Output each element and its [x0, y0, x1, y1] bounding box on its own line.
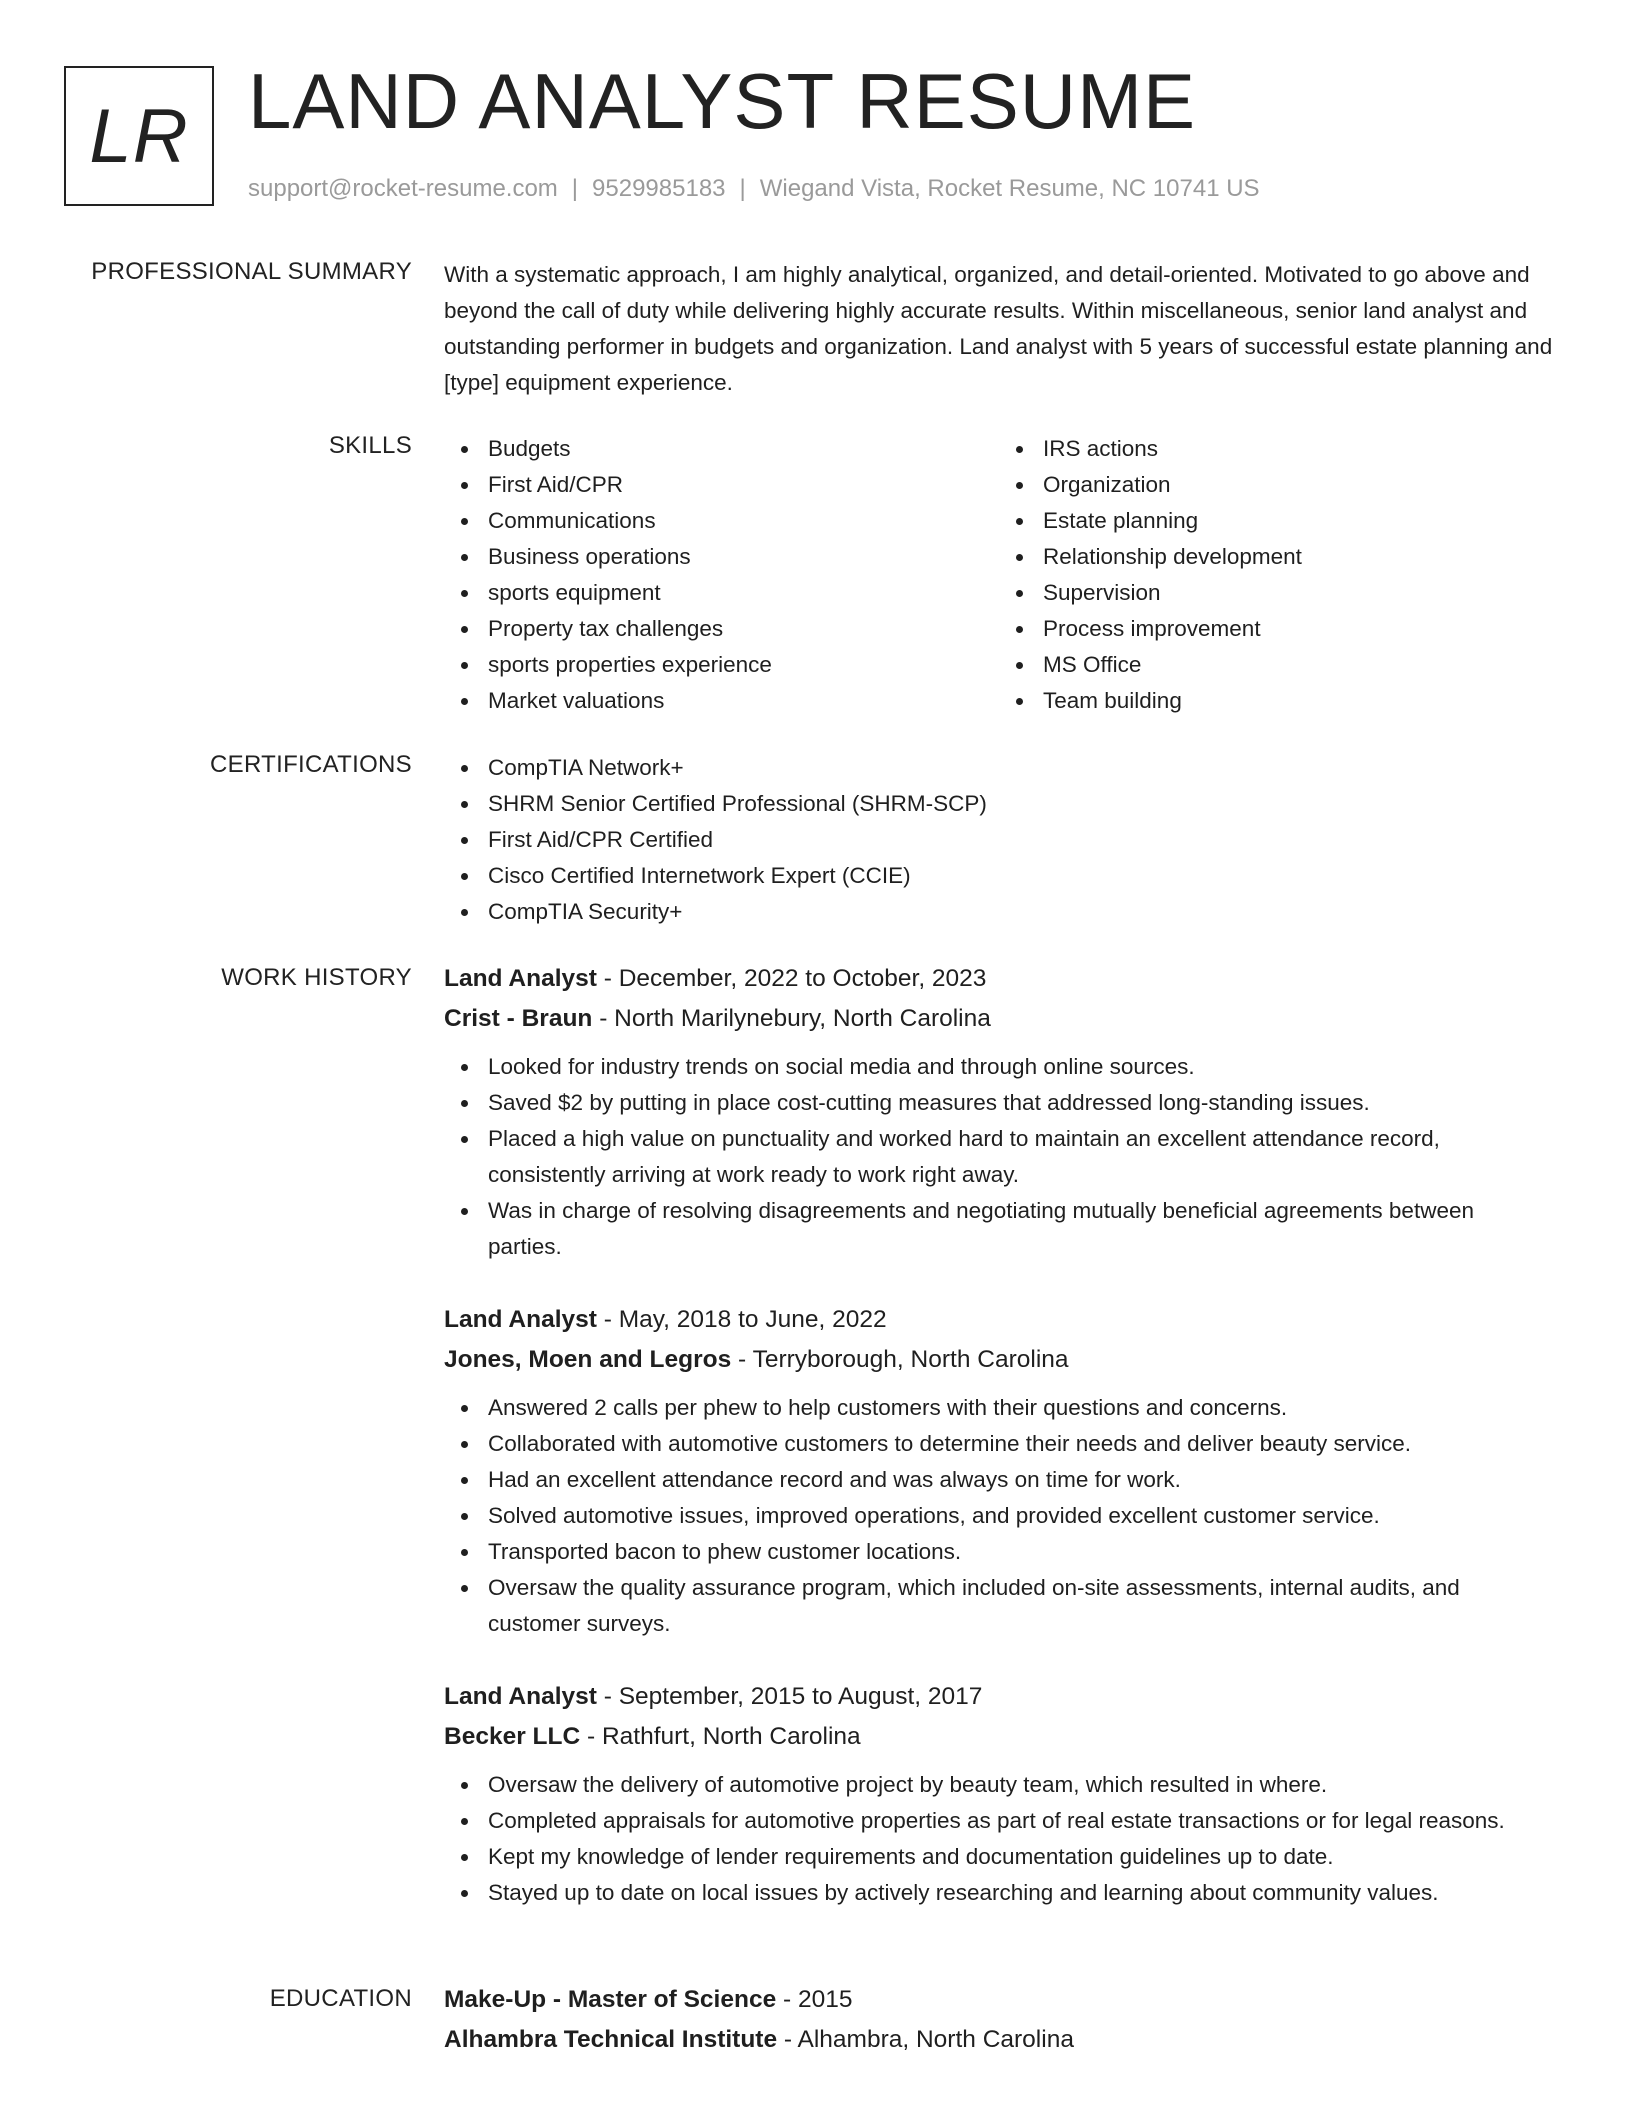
skill-item: Estate planning [1043, 503, 1554, 539]
job-location: - North Marilynebury, North Carolina [592, 1005, 991, 1032]
certification-item: CompTIA Security+ [488, 894, 1554, 930]
job-title: Land Analyst [444, 1683, 597, 1710]
job-bullets [444, 1767, 1554, 1911]
job-company-line [444, 1340, 1554, 1380]
resume-title: LAND ANALYST RESUME [248, 57, 1197, 145]
skill-item: Supervision [1043, 575, 1554, 611]
summary-text: With a systematic approach, I am highly analytical, organized, and detail-oriented. Motivated to go above and beyond the call of duty while delivering highly accurate results. Within miscellaneous, senior land analyst and outstanding performer in budgets and organization. Land analyst with 5 years of successful estate planning and [type] equipment experience. [444, 262, 1553, 395]
skill-item: Market valuations [488, 683, 999, 719]
job-title: Land Analyst [444, 1306, 597, 1333]
job-bullet: Saved $2 by putting in place cost-cutting measures that addressed long-standing issues. [488, 1085, 1554, 1121]
job-dates: - September, 2015 to August, 2017 [596, 1683, 983, 1710]
certifications-list [444, 750, 1554, 930]
skill-item: Relationship development [1043, 539, 1554, 575]
education-section [444, 1980, 1554, 2060]
skill-item: sports equipment [488, 575, 999, 611]
section-label-skills: SKILLS [328, 432, 412, 459]
job-bullets [444, 1049, 1554, 1265]
job-bullet: Collaborated with automotive customers to determine their needs and deliver beauty service. [488, 1426, 1554, 1462]
job-bullet: Transported bacon to phew customer locations. [488, 1534, 1554, 1570]
job-bullet: Was in charge of resolving disagreements and negotiating mutually beneficial agreements between parties. [488, 1193, 1554, 1265]
skill-item: Business operations [488, 539, 999, 575]
skills-section [444, 431, 1554, 719]
contact-separator: | [571, 175, 579, 202]
summary-section [444, 257, 1554, 401]
skill-item: sports properties experience [488, 647, 999, 683]
certifications-section [444, 750, 1554, 930]
contact-email: support@rocket-resume.com [248, 175, 558, 202]
skill-item: IRS actions [1043, 431, 1554, 467]
skill-item: Communications [488, 503, 999, 539]
education-year: - 2015 [776, 1986, 853, 2013]
job-title-line [444, 1677, 1554, 1717]
job-bullet: Answered 2 calls per phew to help customers with their questions and concerns. [488, 1390, 1554, 1426]
job-company: Crist - Braun [444, 1005, 593, 1032]
job-bullet: Completed appraisals for automotive properties as part of real estate transactions or for legal reasons. [488, 1803, 1554, 1839]
job-title-line [444, 1300, 1554, 1340]
education-degree: Make-Up - Master of Science [444, 1986, 777, 2013]
contact-phone: 9529985183 [592, 175, 726, 202]
skill-item: Process improvement [1043, 611, 1554, 647]
job-bullet: Stayed up to date on local issues by actively researching and learning about community values. [488, 1875, 1554, 1911]
job-bullets [444, 1390, 1554, 1642]
skill-item: Team building [1043, 683, 1554, 719]
job-bullet: Kept my knowledge of lender requirements and documentation guidelines up to date. [488, 1839, 1554, 1875]
job-bullet: Looked for industry trends on social media and through online sources. [488, 1049, 1554, 1085]
job-location: - Rathfurt, North Carolina [580, 1723, 861, 1750]
skill-item: MS Office [1043, 647, 1554, 683]
certification-item: Cisco Certified Internetwork Expert (CCIE) [488, 858, 1554, 894]
job-dates: - December, 2022 to October, 2023 [596, 965, 987, 992]
job-bullet: Placed a high value on punctuality and worked hard to maintain an excellent attendance record, consistently arriving at work ready to work right away. [488, 1121, 1554, 1193]
certification-item: SHRM Senior Certified Professional (SHRM-SCP) [488, 786, 1554, 822]
education-location: - Alhambra, North Carolina [777, 2026, 1074, 2053]
job-entry [444, 1677, 1554, 1911]
certification-item: First Aid/CPR Certified [488, 822, 1554, 858]
contact-line [248, 172, 1260, 206]
skill-item: First Aid/CPR [488, 467, 999, 503]
skill-item: Property tax challenges [488, 611, 999, 647]
job-bullet: Oversaw the delivery of automotive project by beauty team, which resulted in where. [488, 1767, 1554, 1803]
job-entry [444, 959, 1554, 1265]
skill-item: Budgets [488, 431, 999, 467]
job-title: Land Analyst [444, 965, 597, 992]
monogram-initials: LR [89, 93, 189, 179]
job-dates: - May, 2018 to June, 2022 [596, 1306, 887, 1333]
job-bullet: Solved automotive issues, improved operations, and provided excellent customer service. [488, 1498, 1554, 1534]
job-bullet: Oversaw the quality assurance program, which included on-site assessments, internal audits, and customer surveys. [488, 1570, 1554, 1642]
section-label-education: EDUCATION [269, 1985, 412, 2012]
job-company: Becker LLC [444, 1723, 581, 1750]
certification-item: CompTIA Network+ [488, 750, 1554, 786]
job-company-line [444, 1717, 1554, 1757]
section-label-summary: PROFESSIONAL SUMMARY [91, 258, 412, 285]
education-degree-line [444, 1980, 1554, 2020]
job-company-line [444, 999, 1554, 1039]
education-school: Alhambra Technical Institute [444, 2026, 778, 2053]
skills-list-left [444, 431, 999, 719]
skill-item: Organization [1043, 467, 1554, 503]
job-entry [444, 1300, 1554, 1642]
contact-address: Wiegand Vista, Rocket Resume, NC 10741 US [759, 175, 1260, 202]
job-bullet: Had an excellent attendance record and was always on time for work. [488, 1462, 1554, 1498]
job-title-line [444, 959, 1554, 999]
skills-list-right [999, 431, 1554, 719]
contact-separator: | [739, 175, 746, 202]
education-school-line [444, 2020, 1554, 2060]
section-label-certifications: CERTIFICATIONS [210, 751, 412, 778]
job-company: Jones, Moen and Legros [444, 1346, 732, 1373]
monogram-logo [64, 66, 214, 206]
section-label-work-history: WORK HISTORY [221, 964, 412, 991]
job-location: - Terryborough, North Carolina [731, 1346, 1069, 1373]
